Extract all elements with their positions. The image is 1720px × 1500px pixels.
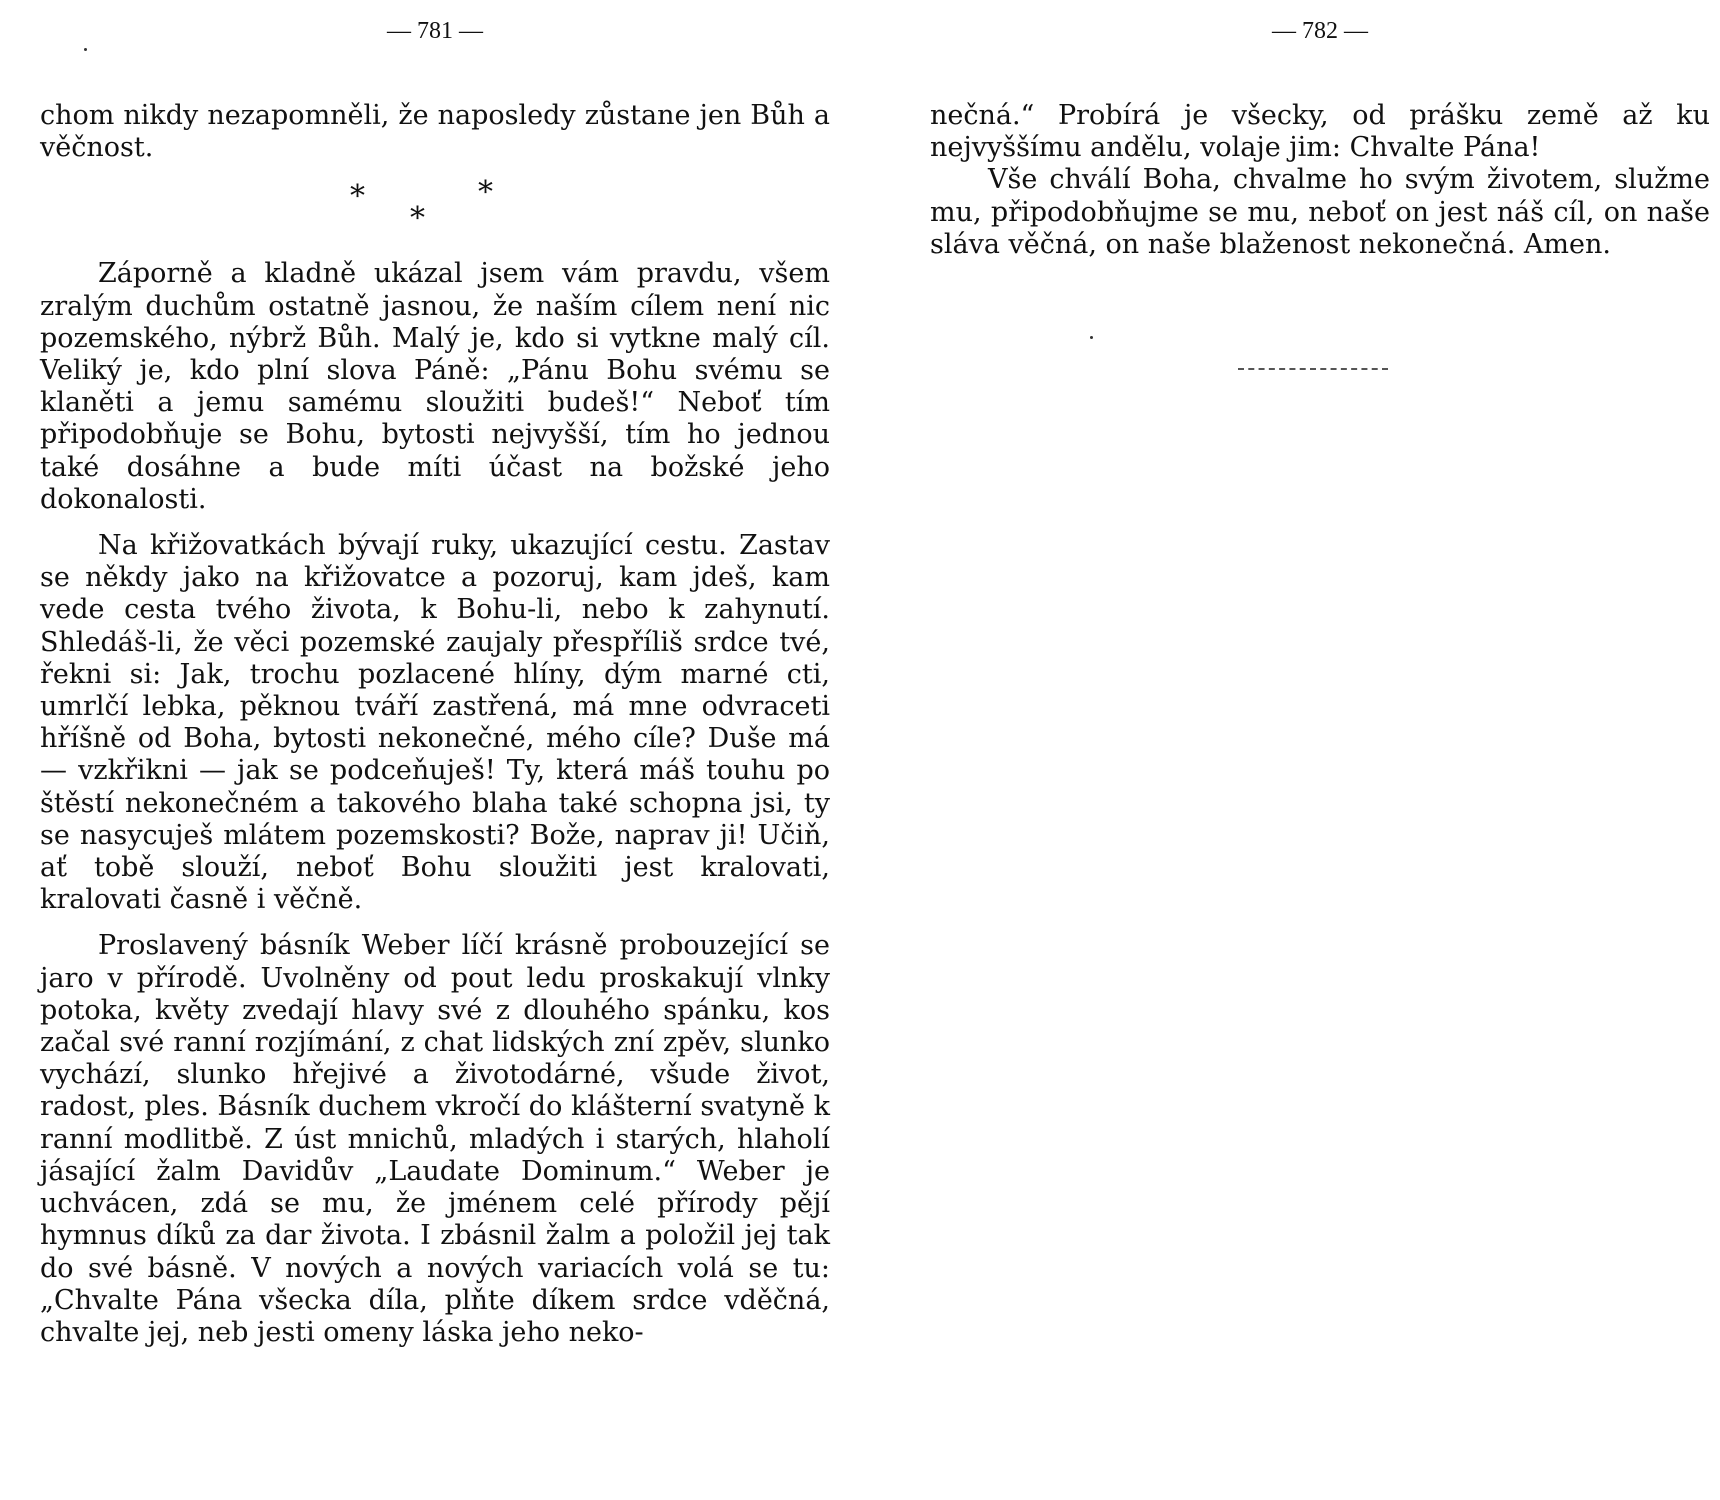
end-of-chapter-rule xyxy=(1238,368,1388,370)
paragraph: Vše chválí Boha, chvalme ho svým životem, služme mu, připodobňujme se mu, neboť on jest náš cíl, on naše sláva věčná, on naše blaženost nekonečná. Amen. xyxy=(930,164,1710,260)
page-number-left: — 781 — xyxy=(387,18,483,44)
left-page xyxy=(40,0,830,1500)
right-page-text xyxy=(930,100,1710,275)
paragraph: Na křižovatkách bývají ruky, ukazující cestu. Zastav se někdy jako na křižovatce a pozoruj, kam jdeš, kam vede cesta tvého života, k Bohu-li, nebo k zahynutí. Shledáš-li, že věci pozemské zaujaly přespříliš srdce tvé, řekni si: Jak, trochu pozlacené hlíny, dým marné cti, umrlčí lebka, pěknou tváří zastřená, má mne odvraceti hříšně od Boha, bytosti nekonečné, mého cíle? Duše má — vzkřikni — jak se podceňuješ! Ty, která máš touhu po štěstí nekonečném a takového blaha také schopna jsi, ty se nasycuješ mlátem pozemskosti? Bože, naprav ji! Učiň, ať tobě slouží, neboť Bohu sloužiti jest kralovati, kralovati časně i věčně. xyxy=(40,530,830,916)
paragraph: Záporně a kladně ukázal jsem vám pravdu, všem zralým duchům ostatně jasnou, že naším cílem není nic pozemského, nýbrž Bůh. Malý je, kdo si vytkne malý cíl. Veliký je, kdo plní slova Páně: „Pánu Bohu svému se klaněti a jemu samému sloužiti budeš!“ Neboť tím připodobňuje se Bohu, bytosti nejvyšší, tím ho jednou také dosáhne a bude míti účast na božské jeho dokonalosti. xyxy=(40,258,830,515)
paragraph-continuation: nečná.“ Probírá je všecky, od prášku země až ku nejvyššímu andělu, volaje jim: Chvalte Pána! xyxy=(930,100,1710,164)
print-speck xyxy=(84,48,87,51)
paragraph-continuation: chom nikdy nezapomněli, že naposledy zůstane jen Bůh a věčnost. xyxy=(40,100,830,164)
paragraph: Proslavený básník Weber líčí krásně probouzející se jaro v přírodě. Uvolněny od pout ledu proskakují vlnky potoka, květy zvedají hlavy své z dlouhého spánku, kos začal své ranní rozjímání, z chat lidských zní zpěv, slunko vychází, slunko hřejivé a životodárné, všude život, radost, ples. Básník duchem vkročí do klášterní svatyně k ranní modlitbě. Z úst mnichů, mladých i starých, hlaholí jásající žalm Davidův „Laudate Dominum.“ Weber je uchvácen, zdá se mu, že jménem celé přírody pějí hymnus díků za dar života. I zbásnil žalm a položil jej tak do své básně. V nových a nových variacích volá se tu: „Chvalte Pána všecka díla, plňte díkem srdce vděčná, chvalte jej, neb jesti omeny láska jeho neko- xyxy=(40,930,830,1348)
section-divider-asterism xyxy=(40,175,830,258)
asterisk-mark: * xyxy=(350,179,365,215)
asterisk-mark: * xyxy=(410,201,425,237)
left-page-text xyxy=(40,100,830,1363)
page-number-right: — 782 — xyxy=(1272,18,1368,44)
asterisk-mark: * xyxy=(478,175,493,211)
print-speck xyxy=(1090,336,1093,339)
right-page xyxy=(930,0,1710,1500)
